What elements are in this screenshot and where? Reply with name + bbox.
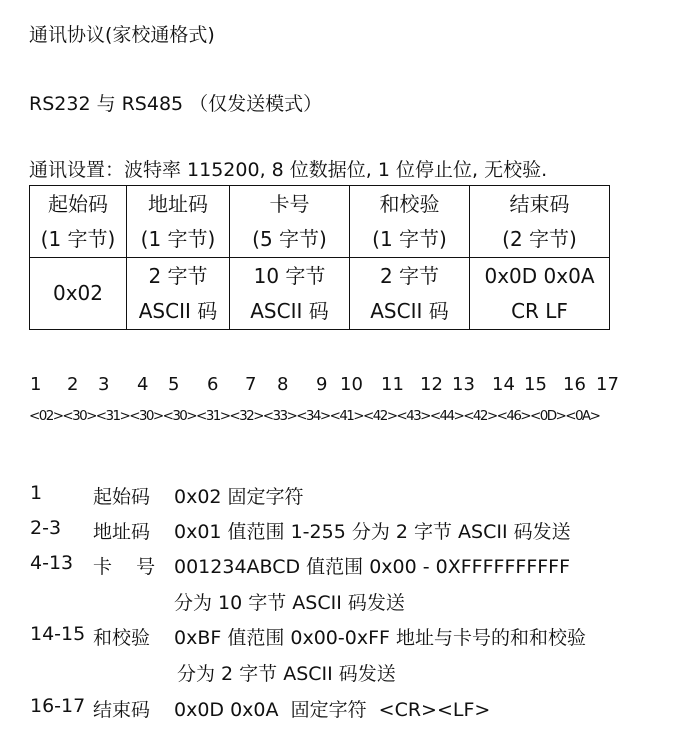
- header-end-code: [470, 186, 610, 258]
- byte-index: 15: [524, 374, 547, 395]
- value-line: CR LF: [511, 298, 568, 323]
- value-line: 2 字节: [148, 263, 208, 288]
- field-name: 和校验: [93, 627, 151, 649]
- field-range: 2-3: [30, 517, 62, 539]
- header-name: 卡号: [269, 191, 310, 216]
- field-range: 4-13: [30, 552, 74, 574]
- document-title: 通讯协议(家校通格式): [29, 24, 215, 46]
- field-detail: 0xBF 值范围 0x00-0xFF 地址与卡号的和和校验: [174, 627, 586, 649]
- mode-line: RS232 与 RS485 （仅发送模式）: [29, 93, 323, 115]
- byte-index: 14: [492, 374, 515, 395]
- field-detail: 0x0D 0x0A 固定字符 <CR><LF>: [174, 699, 491, 721]
- byte-index: 16: [563, 374, 586, 395]
- byte-index: 3: [98, 374, 110, 395]
- byte-index: 13: [452, 374, 475, 395]
- header-name: 和校验: [379, 191, 440, 216]
- value-line: ASCII 码: [138, 298, 218, 323]
- byte-index: 7: [245, 374, 257, 395]
- byte-index: 5: [168, 374, 180, 395]
- header-size: (1 字节): [140, 226, 216, 251]
- header-size: (1 字节): [40, 226, 116, 251]
- field-range: 16-17: [30, 695, 86, 717]
- byte-index: 1: [30, 374, 42, 395]
- byte-index: 4: [137, 374, 149, 395]
- header-start-code: [30, 186, 127, 258]
- field-detail: 001234ABCD 值范围 0x00 - 0XFFFFFFFFFF: [174, 556, 571, 578]
- byte-sequence: <02><30><31><30><30><31><32><33><34><41><42><43><44><42><46><0D><0A>: [29, 408, 600, 424]
- value-line: ASCII 码: [370, 298, 449, 323]
- header-size: (2 字节): [502, 226, 577, 251]
- value-end-code: [470, 258, 610, 330]
- byte-index: 6: [207, 374, 219, 395]
- header-size: (5 字节): [252, 226, 327, 251]
- byte-index: 2: [67, 374, 79, 395]
- value-line: 10 字节: [253, 263, 326, 288]
- header-size: (1 字节): [372, 226, 447, 251]
- header-name: 起始码: [48, 191, 108, 216]
- value-line: 0x0D 0x0A: [484, 263, 595, 288]
- value-line: ASCII 码: [250, 298, 329, 323]
- byte-index: 9: [316, 374, 328, 395]
- value-start-code: [30, 258, 127, 330]
- settings-line: 通讯设置：波特率 115200, 8 位数据位, 1 位停止位, 无校验.: [29, 159, 548, 181]
- value-checksum: [350, 258, 470, 330]
- protocol-table: [29, 185, 610, 330]
- table-value-row: [30, 258, 610, 330]
- field-name: 结束码: [93, 699, 151, 721]
- header-address-code: [127, 186, 230, 258]
- byte-index: 11: [381, 374, 404, 395]
- field-detail-extra: 分为 10 字节 ASCII 码发送: [174, 592, 405, 614]
- byte-index: 10: [340, 374, 363, 395]
- field-name: 起始码: [93, 486, 151, 508]
- header-name: 结束码: [509, 191, 570, 216]
- value-card-number: [230, 258, 350, 330]
- header-name: 地址码: [148, 191, 208, 216]
- value-address-code: [127, 258, 230, 330]
- value-line: 2 字节: [379, 263, 440, 288]
- field-detail: 0x02 固定字符: [174, 486, 304, 508]
- field-detail: 0x01 值范围 1-255 分为 2 字节 ASCII 码发送: [174, 521, 571, 543]
- byte-index: 8: [277, 374, 289, 395]
- byte-index: 17: [596, 374, 619, 395]
- byte-index: 12: [420, 374, 443, 395]
- value-line: 0x02: [52, 281, 103, 305]
- table-header-row: [30, 186, 610, 258]
- header-checksum: [350, 186, 470, 258]
- field-name: 卡 号: [93, 556, 156, 578]
- header-card-number: [230, 186, 350, 258]
- field-range: 14-15: [30, 623, 86, 645]
- field-range: 1: [30, 482, 43, 504]
- field-detail-extra: 分为 2 字节 ASCII 码发送: [177, 663, 396, 685]
- field-name: 地址码: [93, 521, 151, 543]
